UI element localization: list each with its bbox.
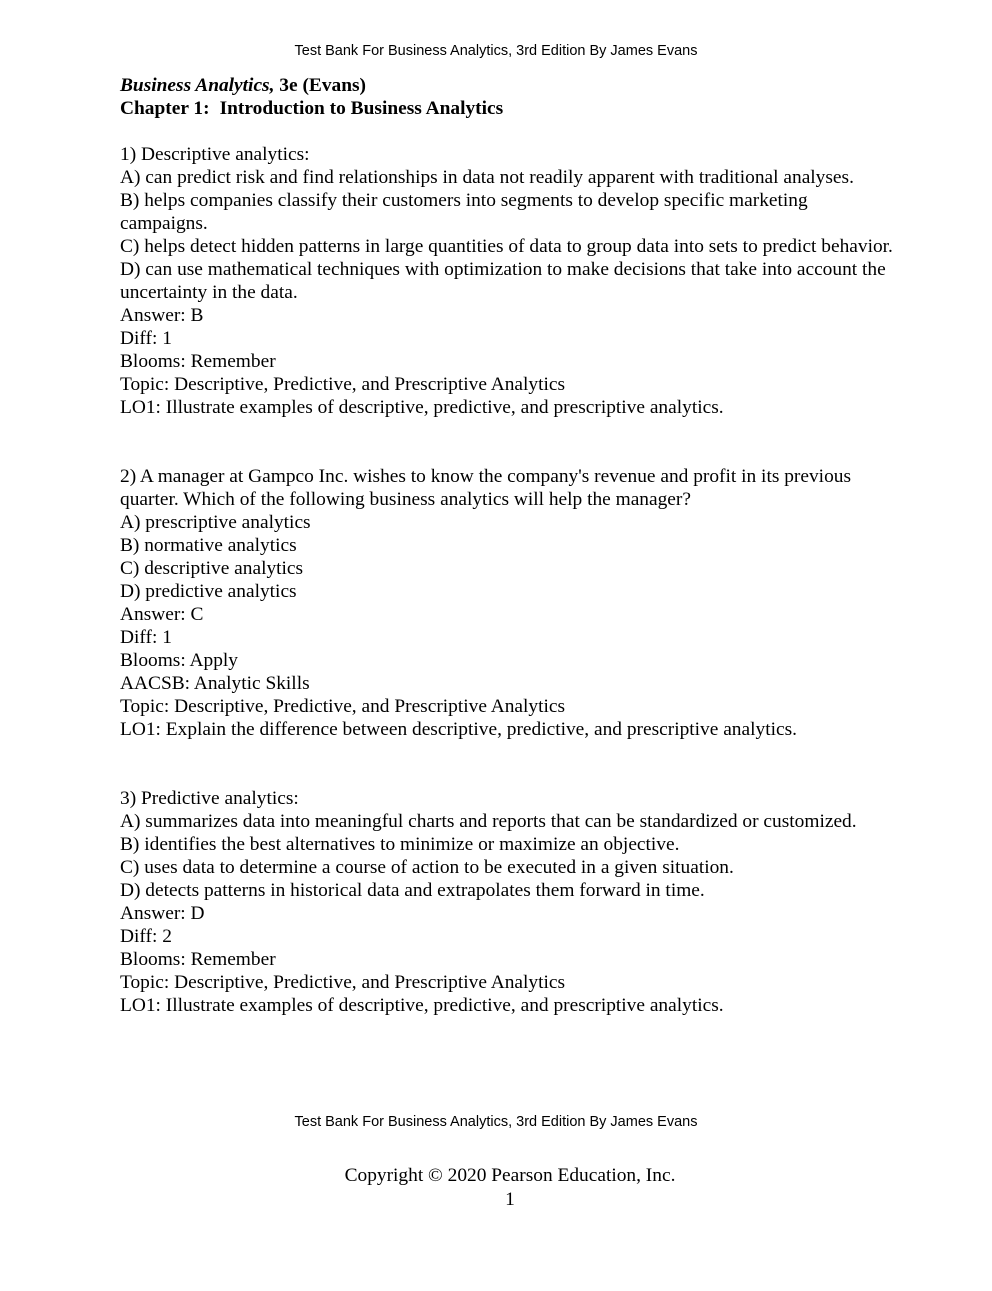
difficulty-line: Diff: 2 <box>120 926 172 947</box>
choice-a: A) can predict risk and find relationships in data not readily apparent with traditional analyses. <box>120 167 854 188</box>
chapter-heading <box>120 97 900 120</box>
choice-c: C) uses data to determine a course of action to be executed in a given situation. <box>120 857 734 878</box>
question-3 <box>120 787 900 1017</box>
document-body <box>120 74 900 1017</box>
book-title <box>120 74 900 97</box>
choice-d: D) predictive analytics <box>120 581 297 602</box>
choice-a: A) prescriptive analytics <box>120 512 311 533</box>
page-number: 1 <box>505 1189 515 1210</box>
blooms-line: Blooms: Remember <box>120 351 276 372</box>
book-name: Business Analytics, <box>120 75 275 96</box>
chapter-title: Introduction to Business Analytics <box>219 98 504 119</box>
blooms-line: Blooms: Remember <box>120 949 276 970</box>
choice-b: B) identifies the best alternatives to minimize or maximize an objective. <box>120 834 680 855</box>
question-1 <box>120 143 900 419</box>
topic-line: Topic: Descriptive, Predictive, and Prescriptive Analytics <box>120 972 566 993</box>
learning-objective-line: LO1: Explain the difference between descriptive, predictive, and prescriptive analytics. <box>120 719 797 740</box>
question-stem: 3) Predictive analytics: <box>120 788 299 809</box>
aacsb-line: AACSB: Analytic Skills <box>120 673 310 694</box>
answer-line: Answer: C <box>120 604 204 625</box>
difficulty-line: Diff: 1 <box>120 627 172 648</box>
question-stem: 2) A manager at Gampco Inc. wishes to know the company's revenue and profit in its previous quarter. Which of the following business analytics will help the manager? <box>120 466 852 510</box>
choice-d: D) can use mathematical techniques with optimization to make decisions that take into account the uncertainty in the data. <box>120 259 886 303</box>
choice-d: D) detects patterns in historical data and extrapolates them forward in time. <box>120 880 705 901</box>
topic-line: Topic: Descriptive, Predictive, and Prescriptive Analytics <box>120 374 566 395</box>
chapter-label: Chapter 1: <box>120 98 210 119</box>
choice-b: B) helps companies classify their customers into segments to develop specific marketing campaigns. <box>120 190 808 234</box>
question-stem: 1) Descriptive analytics: <box>120 144 310 165</box>
learning-objective-line: LO1: Illustrate examples of descriptive, predictive, and prescriptive analytics. <box>120 995 724 1016</box>
answer-line: Answer: B <box>120 305 204 326</box>
answer-line: Answer: D <box>120 903 205 924</box>
topic-line: Topic: Descriptive, Predictive, and Prescriptive Analytics <box>120 696 566 717</box>
question-2 <box>120 465 900 741</box>
learning-objective-line: LO1: Illustrate examples of descriptive, predictive, and prescriptive analytics. <box>120 397 724 418</box>
choice-c: C) descriptive analytics <box>120 558 304 579</box>
choice-a: A) summarizes data into meaningful charts and reports that can be standardized or customized. <box>120 811 857 832</box>
blooms-line: Blooms: Apply <box>120 650 238 671</box>
copyright-notice: Copyright © 2020 Pearson Education, Inc. <box>344 1165 676 1186</box>
difficulty-line: Diff: 1 <box>120 328 172 349</box>
choice-b: B) normative analytics <box>120 535 297 556</box>
footer-running-title: Test Bank For Business Analytics, 3rd Edition By James Evans <box>294 1114 698 1130</box>
running-header: Test Bank For Business Analytics, 3rd Edition By James Evans <box>294 43 698 59</box>
choice-c: C) helps detect hidden patterns in large quantities of data to group data into sets to predict behavior. <box>120 236 893 257</box>
book-edition: 3e (Evans) <box>274 75 367 96</box>
